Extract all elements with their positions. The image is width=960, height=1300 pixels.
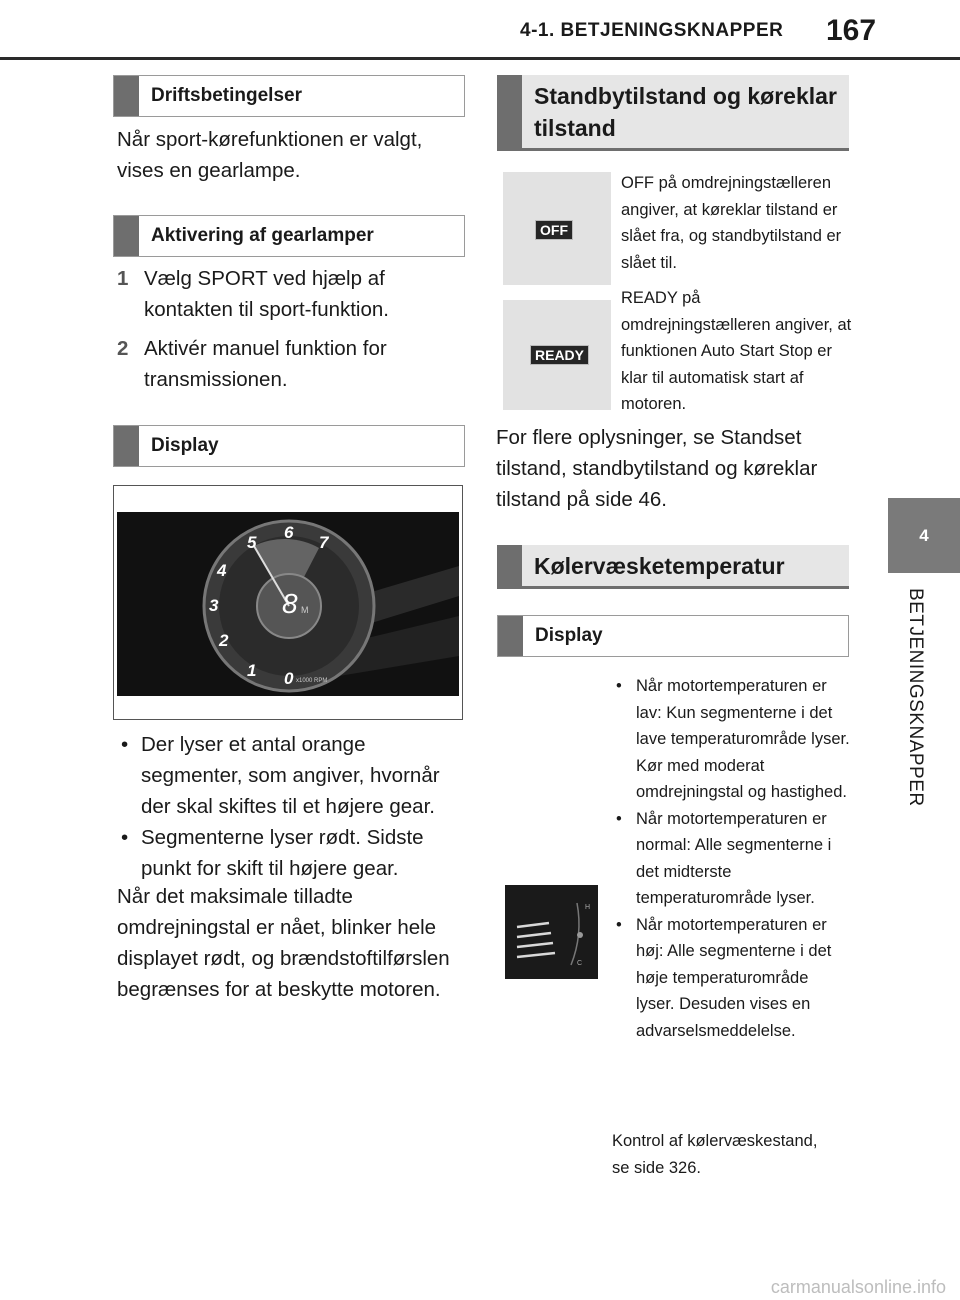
off-description: OFF på omdrejningstælleren angiver, at køreklar tilstand er slået fra, og standbytilstand er slået til. (621, 174, 842, 272)
coolant-low-label: C (577, 960, 583, 967)
bullet-item: • Der lyser et antal orange segmenter, som angiver, hvornår der skal skiftes til et højere gear. (117, 729, 462, 822)
coolant-note: Kontrol af kølervæskestand, se side 326. (612, 1132, 818, 1177)
heading-aktivering (113, 215, 465, 257)
chapter-tab: 4 (888, 498, 960, 573)
coolant-bullets (612, 673, 850, 1044)
coolant-segments (517, 923, 555, 957)
heading-coolant (497, 545, 849, 589)
tick-label-4: 4 (217, 561, 227, 580)
heading-display-right (497, 615, 849, 657)
heading-text: Driftsbetingelser (151, 85, 302, 106)
tick-label-6: 6 (284, 523, 294, 542)
ready-image (503, 300, 611, 410)
heading-text: Standbytilstand og køreklar tilstand (534, 82, 837, 141)
tick-label-3: 3 (209, 596, 219, 615)
heading-text: Aktivering af gearlamper (151, 225, 374, 246)
page-number: 167 (826, 14, 877, 47)
off-image (503, 172, 611, 285)
ready-badge: READY (530, 345, 589, 365)
step-number: 2 (117, 337, 129, 360)
ready-description: READY på omdrejningstælleren angiver, at funktionen Auto Start Stop er klar til automatisk start af motoren. (621, 289, 852, 413)
watermark: carmanualsonline.info (770, 1277, 946, 1297)
coolant-high-label: H (585, 904, 591, 911)
heading-bar (498, 616, 523, 656)
step-number: 1 (117, 267, 129, 290)
heading-text: Kølervæsketemperatur (534, 552, 785, 579)
step-text: Aktivér manuel funktion for transmissionen. (144, 337, 387, 391)
heading-driftsbetingelser (113, 75, 465, 117)
bullet-item: • Segmenterne lyser rødt. Sidste punkt for skift til højere gear. (117, 822, 462, 884)
tick-label-2: 2 (219, 631, 229, 650)
header-title: 4-1. BETJENINGSKNAPPER (520, 20, 784, 41)
step-2 (117, 333, 462, 395)
more-info-paragraph: For flere oplysninger, se Standset tilstand, standbytilstand og køreklar tilstand på side 46. (496, 426, 818, 511)
driftsbetingelser-paragraph: Når sport-kørefunktionen er valgt, vises en gearlampe. (117, 128, 423, 182)
step-1 (117, 263, 462, 325)
heading-bar (497, 75, 522, 148)
heading-text: Display (151, 435, 219, 456)
coolant-bullet: • Når motortemperaturen er høj: Alle segmenterne i det høje temperaturområde lyser. Desuden vises en advarselsmeddelelse. (612, 912, 850, 1045)
step-text: Vælg SPORT ved hjælp af kontakten til sport-funktion. (144, 267, 389, 321)
gear-indicator: 8 (282, 588, 298, 619)
header-rule (0, 57, 960, 60)
heading-standby (497, 75, 849, 151)
shift-bullets (117, 729, 462, 884)
coolant-bullet: • Når motortemperaturen er normal: Alle segmenterne i det midterste temperaturområde lyser. (612, 806, 850, 912)
heading-bar (114, 76, 139, 116)
rpm-unit: x1000 RPM (296, 678, 328, 684)
tachometer-svg (114, 486, 462, 719)
heading-display-left (113, 425, 465, 467)
chapter-label-text: BETJENINGSKNAPPER (905, 588, 926, 807)
tick-label-0: 0 (284, 669, 294, 688)
coolant-gauge-svg (505, 885, 598, 979)
coolant-gauge-image (505, 885, 598, 979)
max-rpm-paragraph: Når det maksimale tilladte omdrejningstal er nået, blinker hele displayet rødt, og brændstoftilførslen begrænses for at beskytte motoren. (117, 885, 450, 1001)
tachometer-figure (113, 485, 463, 720)
heading-bar (114, 426, 139, 466)
tick-label-5: 5 (247, 533, 257, 552)
tick-label-1: 1 (247, 661, 257, 680)
tick-label-7: 7 (319, 533, 329, 552)
thermometer-icon (577, 932, 583, 938)
mode-indicator: M (301, 605, 309, 615)
heading-text: Display (535, 625, 603, 646)
chapter-label (874, 588, 954, 828)
heading-bar (114, 216, 139, 256)
off-badge: OFF (535, 220, 573, 240)
coolant-bullet: • Når motortemperaturen er lav: Kun segmenterne i det lave temperaturområde lyser. Kør med moderat omdrejningstal og hastighed. (612, 673, 850, 806)
heading-bar (497, 545, 522, 586)
